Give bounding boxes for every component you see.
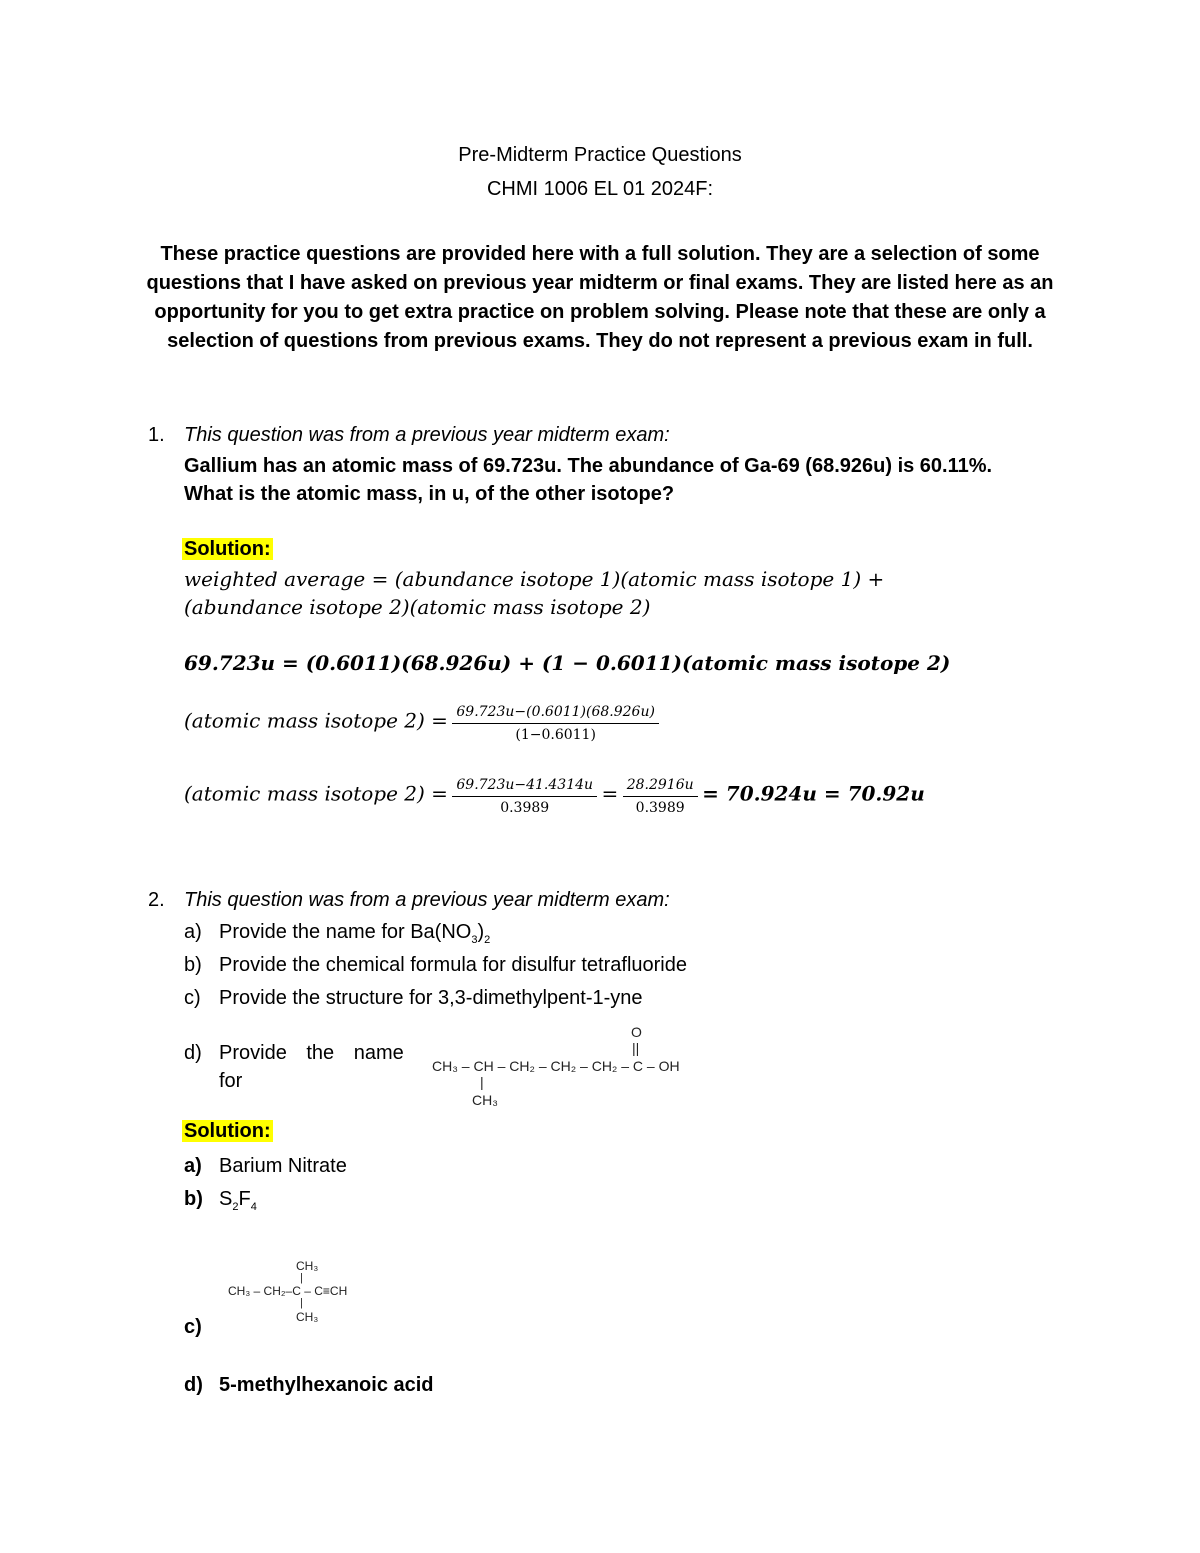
question-2b-text: Provide the chemical formula for disulfur tetrafluoride	[219, 954, 687, 976]
equation-isolate	[184, 704, 659, 743]
structure-c-bottom-methyl: CH₃	[296, 1310, 319, 1324]
structure-d-branch: CH₃	[472, 1092, 498, 1108]
fraction-denominator: (1−0.6011)	[515, 727, 596, 743]
equals-sign: =	[601, 781, 619, 806]
equation-weighted-average: weighted average = (abundance isotope 1)(atomic mass isotope 1) +	[184, 567, 885, 591]
question-1-line-1: Gallium has an atomic mass of 69.723u. The abundance of Ga-69 (68.926u) is 60.11%.	[184, 455, 993, 477]
structure-d-chain: CH₃ – CH – CH₂ – CH₂ – CH₂ – C – OH	[432, 1058, 680, 1074]
fraction-denominator: 0.3989	[635, 800, 685, 816]
answer-2a-label: a)	[184, 1155, 202, 1177]
structure-c-top-methyl: CH₃	[296, 1259, 319, 1273]
question-2-solution-label: Solution:	[184, 1120, 271, 1142]
structure-c-chain: CH₃ – CH₂–C – C≡CH	[228, 1284, 348, 1298]
question-2a-label: a)	[184, 921, 202, 943]
question-1-solution-label: Solution:	[184, 538, 271, 560]
structure-d-oxygen: O	[631, 1024, 642, 1040]
equation-substituted: 69.723u = (0.6011)(68.926u) + (1 − 0.6011)(atomic mass isotope 2)	[184, 651, 951, 675]
question-2a-text: Provide the name for $Ba(NO_3)_2$	[219, 921, 491, 946]
question-1-number: 1.	[148, 424, 165, 446]
equation-isolate-lhs: (atomic mass isotope 2) =	[184, 708, 448, 733]
answer-2d-text: 5-methylhexanoic acid	[219, 1374, 434, 1396]
question-2c-text: Provide the structure for 3,3-dimethylpent-1-yne	[219, 987, 643, 1009]
question-2b-label: b)	[184, 954, 202, 976]
equation-weighted-average-cont: (abundance isotope 2)(atomic mass isotope 2)	[184, 595, 651, 619]
answer-2d-label: d)	[184, 1374, 203, 1396]
course-code: CHMI 1006 EL 01 2024F:	[486, 178, 714, 200]
structure-d-double-bond: ||	[632, 1040, 640, 1056]
intro-paragraph: These practice questions are provided here with a full solution. They are a selection of some questions that I have asked on previous year midterm or final exams. They are listed here as an opportunity for you to get extra practice on problem solving. Please note that these are only a selection of questions from previous exams. They do not represent a previous exam in full.	[146, 243, 1054, 352]
question-2c-label: c)	[184, 987, 201, 1009]
fraction-numerator: 28.2916u	[623, 777, 698, 797]
question-2d-text-cont: for	[219, 1070, 243, 1092]
structure-c-bottom-bond: |	[300, 1297, 303, 1309]
answer-2c-label: c)	[184, 1316, 202, 1338]
equation-isolate-fraction	[452, 704, 659, 743]
question-1-line-2: What is the atomic mass, in u, of the other isotope?	[184, 483, 675, 505]
question-2-number: 2.	[148, 889, 165, 911]
fraction-numerator: 69.723u−(0.6011)(68.926u)	[452, 704, 659, 724]
question-2-source: This question was from a previous year midterm exam:	[184, 889, 670, 911]
equation-result	[184, 777, 925, 816]
question-1-source: This question was from a previous year midterm exam:	[184, 424, 670, 446]
equation-result-fraction-1	[452, 777, 597, 816]
structure-c-top-bond: |	[300, 1272, 303, 1284]
structure-d-branch-bond: |	[480, 1074, 484, 1090]
final-answer: = 70.924u = 70.92u	[702, 781, 925, 806]
question-2d-label: d)	[184, 1042, 202, 1064]
equation-result-lhs: (atomic mass isotope 2) =	[184, 781, 448, 806]
fraction-denominator: 0.3989	[500, 800, 550, 816]
page-title: Pre-Midterm Practice Questions	[458, 144, 742, 166]
fraction-numerator: 69.723u−41.4314u	[452, 777, 597, 797]
answer-2b-label: b)	[184, 1188, 203, 1210]
question-2d-text: Provide the name	[219, 1042, 404, 1064]
equation-result-fraction-2	[623, 777, 698, 816]
answer-2b-formula: $S_2F_4$	[219, 1188, 257, 1213]
answer-2a-text: Barium Nitrate	[219, 1155, 347, 1177]
